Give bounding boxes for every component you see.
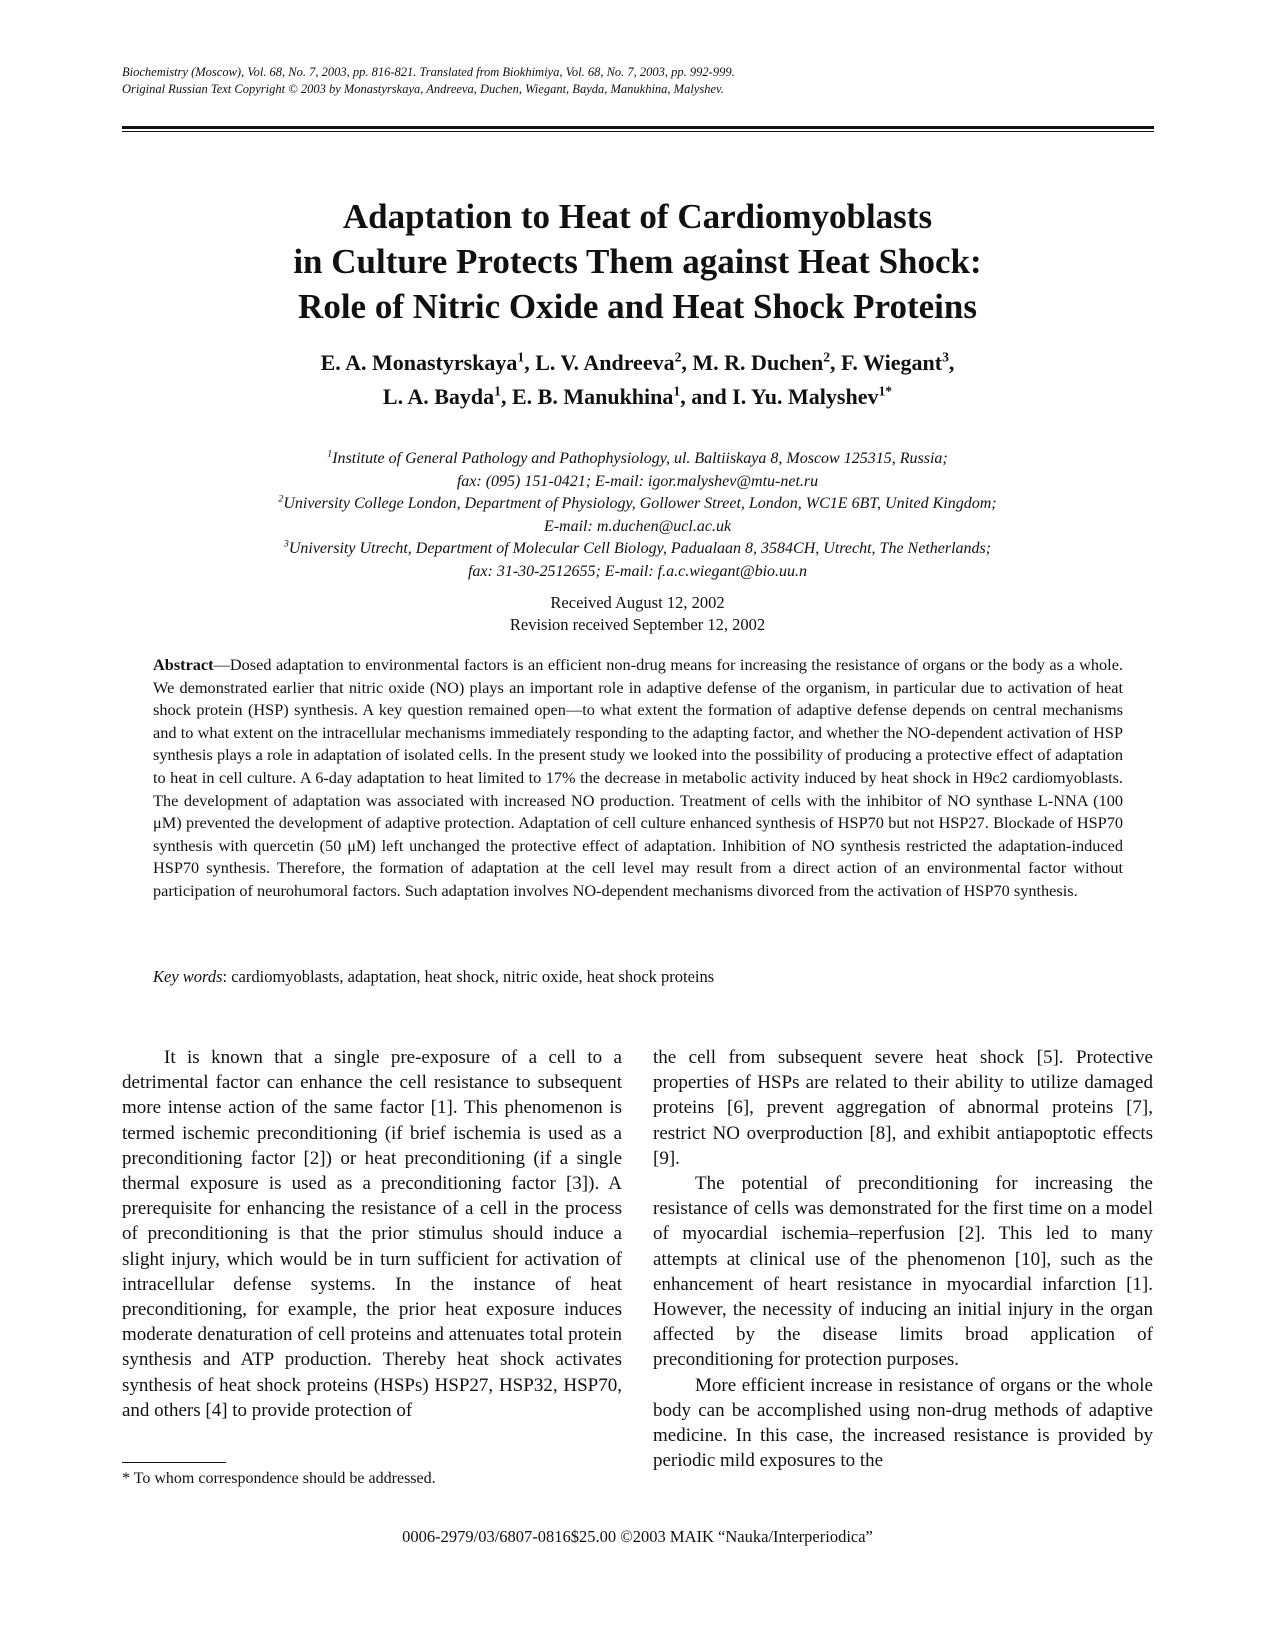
affil-text: Institute of General Pathology and Pathophysiology, ul. Baltiiskaya 8, Moscow 125315, Russia; <box>332 450 948 467</box>
body-column-right <box>653 1045 1153 1473</box>
header-rule-thick <box>122 126 1154 129</box>
author-affil-mark: 1 <box>517 349 525 365</box>
header-rule-thin <box>122 131 1154 132</box>
author-affil-mark: 3 <box>942 349 949 365</box>
journal-header <box>122 64 735 98</box>
copyright-line: Original Russian Text Copyright © 2003 by Monastyrskaya, Andreeva, Duchen, Wiegant, Bayda, Manukhina, Malyshev. <box>122 82 724 96</box>
issn-line: 0006-2979/03/6807-0816$25.00 ©2003 MAIK “Nauka/Interperiodica” <box>402 1527 873 1546</box>
author-name: E. B. Manukhina <box>511 384 674 409</box>
paragraph: the cell from subsequent severe heat shock [5]. Protective properties of HSPs are related to their ability to utilize damaged proteins [6], prevent aggregation of abnormal proteins [7], restrict NO overproduction [8], and exhibit antiapoptotic effects [9]. <box>653 1047 1153 1169</box>
affil-mark: 3 <box>283 538 289 550</box>
author-affil-mark: 2 <box>674 349 682 365</box>
author-name: F. Wiegant <box>841 350 943 375</box>
footnote: * To whom correspondence should be addressed. <box>122 1470 436 1487</box>
abstract-label: Abstract <box>153 655 214 674</box>
revision-date: Revision received September 12, 2002 <box>509 615 766 634</box>
author-affil-mark: 1* <box>878 383 893 399</box>
body-column-left <box>122 1045 622 1423</box>
title-line-2: in Culture Protects Them against Heat Shock: <box>293 242 982 281</box>
author-name: E. A. Monastyrskaya <box>320 350 518 375</box>
author-line-1: E. A. Monastyrskaya$^1$, L. V. Andreeva$^2$, M. R. Duchen$^2$, F. Wiegant$^3$, <box>320 349 955 375</box>
received-date: Received August 12, 2002 <box>550 593 725 612</box>
affiliation-3 <box>0 538 1275 561</box>
affiliation-1 <box>0 448 1275 471</box>
author-name: M. R. Duchen <box>692 350 824 375</box>
keywords-text: : cardiomyoblasts, adaptation, heat shock, nitric oxide, heat shock proteins <box>222 967 715 986</box>
abstract-text: —Dosed adaptation to environmental factors is an efficient non-drug means for increasing the resistance of organs or the body as a whole. We demonstrated earlier that nitric oxide (NO) plays an important role in adaptive defense of the organism, in particular due to activation of heat shock protein (HSP) synthesis. A key question remained open—to what extent the formation of adaptive defense depends on central mechanisms and to what extent on the intracellular mechanisms immediately responding to the adapting factor, and whether the NO-dependent activation of HSP synthesis plays a role in adaptation of isolated cells. In the present study we looked into the possibility of producing a protective effect of adaptation to heat in cell culture. A 6-day adaptation to heat limited to 17% the decrease in metabolic activity induced by heat shock in H9c2 cardiomyoblasts. The development of adaptation was associated with increased NO production. Treatment of cells with the inhibitor of NO synthase L-NNA (100 μM) prevented the development of adaptive protection. Adaptation of cell culture enhanced synthesis of HSP70 but not HSP27. Blockade of HSP70 synthesis with quercetin (50 μM) left unchanged the protective effect of adaptation. Inhibition of NO synthesis restricted the adaptation-induced HSP70 synthesis. Therefore, the formation of adaptation at the cell level may result from a direct action of an environmental factor without participation of neurohumoral factors. Such adaptation involves NO-dependent mechanisms divorced from the activation of HSP70 synthesis. <box>153 655 1123 900</box>
affil-mark: 1 <box>327 448 333 460</box>
affil-mark: 2 <box>278 493 284 505</box>
title-line-3: Role of Nitric Oxide and Heat Shock Proteins <box>298 287 977 326</box>
paragraph: More efficient increase in resistance of organs or the whole body can be accomplished using non-drug methods of adaptive medicine. In this case, the increased resistance is provided by periodic mild exposures to the <box>653 1374 1153 1472</box>
author-affil-mark: 1 <box>673 383 681 399</box>
affil-text: University Utrecht, Department of Molecular Cell Biology, Padualaan 8, 3584CH, Utrecht, The Netherlands; <box>288 540 992 557</box>
author-affil-mark: 1 <box>494 383 501 399</box>
journal-citation: Biochemistry (Moscow), Vol. 68, No. 7, 2003, pp. 816-821. Translated from Biokhimiya, Vol. 68, No. 7, 2003, pp. 992-999. <box>122 65 735 79</box>
paper-title <box>0 194 1275 329</box>
keywords-label: Key words <box>153 967 223 986</box>
paragraph: It is known that a single pre-exposure of a cell to a detrimental factor can enhance the cell resistance to subsequent more intense action of the same factor [1]. This phenomenon is termed ischemic preconditioning (if brief ischemia is used as a preconditioning factor [2]) or heat preconditioning (if a single thermal exposure is used as a preconditioning factor [3]). A prerequisite for enhancing the resistance of a cell in the process of preconditioning is that the prior stimulus should induce a slight injury, which would be in turn sufficient for activation of intracellular defense systems. In the instance of heat preconditioning, for example, the prior heat exposure induces moderate denaturation of cell proteins and attenuates total protein synthesis and ATP production. Thereby heat shock activates synthesis of heat shock proteins (HSPs) HSP27, HSP32, HSP70, and others [4] to provide protection of <box>122 1047 622 1421</box>
author-line-2: L. A. Bayda$^1$, E. B. Manukhina$^1$, and I. Yu. Malyshev$^{1*}$ <box>382 383 893 409</box>
author-list <box>0 346 1275 414</box>
affiliation-1-contact: fax: (095) 151-0421; E-mail: igor.malyshev@mtu-net.ru <box>456 472 819 490</box>
affil-text: University College London, Department of Physiology, Gollower Street, London, WC1E 6BT, United Kingdom; <box>283 495 997 512</box>
affiliations <box>0 448 1275 583</box>
author-name: L. V. Andreeva <box>535 350 675 375</box>
affiliation-3-contact: fax: 31-30-2512655; E-mail: f.a.c.wiegant@bio.uu.n <box>467 562 808 580</box>
author-affil-mark: 2 <box>823 349 830 365</box>
abstract <box>153 654 1123 903</box>
affiliation-2 <box>0 493 1275 516</box>
footnote-rule <box>122 1462 226 1463</box>
author-name: L. A. Bayda <box>382 384 495 409</box>
affiliation-2-contact: E-mail: m.duchen@ucl.ac.uk <box>543 517 732 535</box>
keywords <box>153 967 714 987</box>
author-name: and I. Yu. Malyshev <box>691 384 879 409</box>
received-dates <box>0 592 1275 636</box>
paragraph: The potential of preconditioning for increasing the resistance of cells was demonstrated for the first time on a model of myocardial ischemia–reperfusion [2]. This led to many attempts at clinical use of the phenomenon [10], such as the enhancement of heart resistance in myocardial infarction [1]. However, the necessity of inducing an initial injury in the organ affected by the disease limits broad application of preconditioning for protection purposes. <box>653 1173 1153 1371</box>
title-line-1: Adaptation to Heat of Cardiomyoblasts <box>342 197 933 236</box>
